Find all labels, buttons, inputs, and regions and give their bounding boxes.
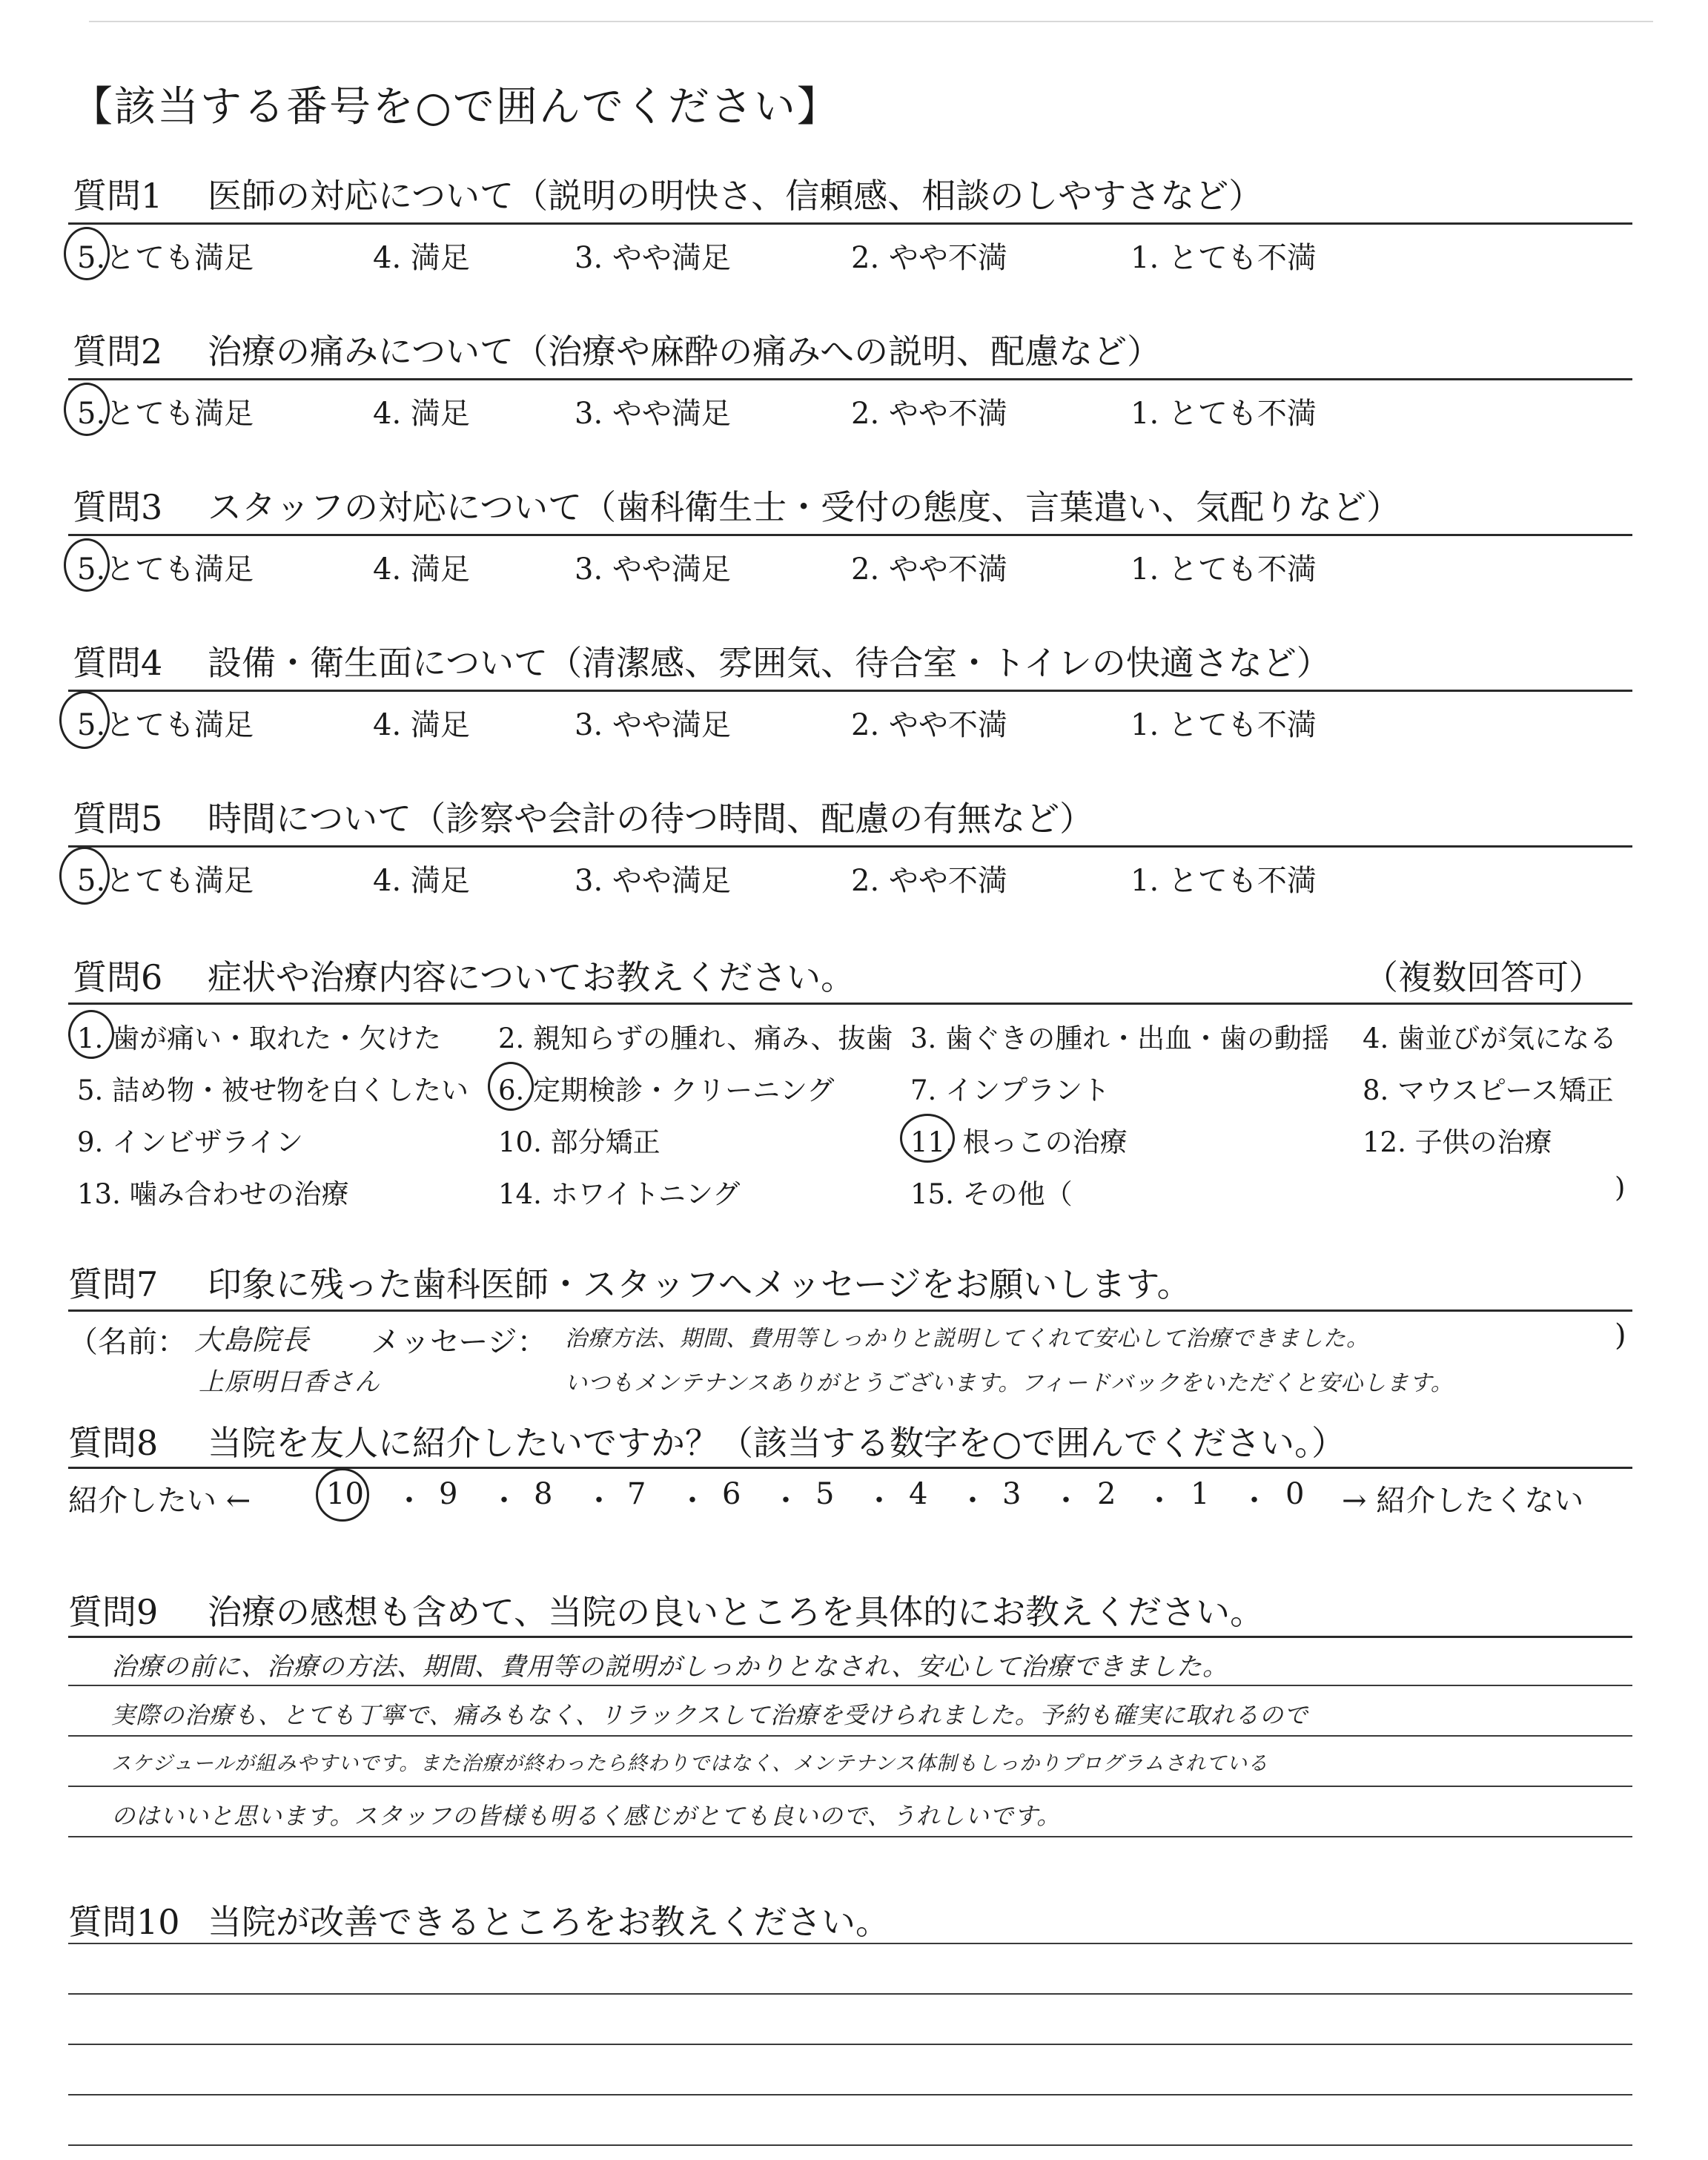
q6-option-6[interactable]: 6. 定期検診・クリーニング [498, 1074, 835, 1106]
q10-answer-line[interactable] [68, 2094, 1632, 2095]
q1-option-3[interactable]: 3. やや満足 [575, 241, 731, 275]
q6-label: 質問6 [73, 957, 163, 997]
q8-sep: ・ [489, 1484, 519, 1518]
q8-sep: ・ [1051, 1484, 1081, 1518]
q7-name-line1: 大島院長 [194, 1324, 311, 1356]
q9-answer-line-1: 治療の前に、治療の方法、期間、費用等の説明がしっかりとなされ、安心して治療できました。 [111, 1652, 1229, 1682]
q8-left-label: 紹介したい ← [68, 1484, 251, 1518]
q4-selected-circle [59, 691, 110, 749]
q5-rule [68, 845, 1632, 848]
q4-option-1[interactable]: 1. とても不満 [1131, 708, 1317, 742]
q9-rule [68, 1636, 1632, 1638]
q2-option-2[interactable]: 2. やや不満 [851, 397, 1007, 431]
q9-answer-line [68, 1836, 1632, 1837]
q6-option-10[interactable]: 10. 部分矯正 [498, 1126, 661, 1158]
q4-label: 質問4 [73, 643, 163, 683]
q8-sep: ・ [771, 1484, 801, 1518]
q8-rule [68, 1467, 1632, 1469]
q2-option-3[interactable]: 3. やや満足 [575, 397, 731, 431]
q8-score-9[interactable]: 9 [439, 1477, 458, 1511]
q4-option-3[interactable]: 3. やや満足 [575, 708, 731, 742]
q5-option-2[interactable]: 2. やや不満 [851, 864, 1007, 898]
scan-edge [89, 21, 1653, 22]
q3-option-2[interactable]: 2. やや不満 [851, 552, 1007, 587]
q10-answer-line[interactable] [68, 1993, 1632, 1995]
q9-answer-line [68, 1786, 1632, 1787]
q6-text: 症状や治療内容についてお教えください。 [208, 957, 855, 997]
q3-selected-circle [64, 538, 110, 592]
q6-option-11[interactable]: 11. 根っこの治療 [910, 1126, 1128, 1158]
q7-message-line1: 治療方法、期間、費用等しっかりと説明してくれて安心して治療できました。 [565, 1326, 1369, 1352]
q2-text: 治療の痛みについて（治療や麻酔の痛みへの説明、配慮など） [208, 331, 1162, 371]
q7-message-line2: いつもメンテナンスありがとうございます。フィードバックをいただくと安心します。 [565, 1370, 1454, 1396]
q10-answer-line[interactable] [68, 2044, 1632, 2045]
q6-option-2[interactable]: 2. 親知らずの腫れ、痛み、抜歯 [498, 1023, 893, 1054]
q6-option-4[interactable]: 4. 歯並びが気になる [1363, 1023, 1618, 1054]
q6-multiple-note: （複数回答可） [1364, 957, 1603, 997]
q1-label: 質問1 [73, 176, 163, 216]
q1-option-2[interactable]: 2. やや不満 [851, 241, 1007, 275]
q6-option-15[interactable]: 15. その他（ [910, 1178, 1073, 1210]
q8-selected-circle [316, 1468, 369, 1522]
q10-text: 当院が改善できるところをお教えください。 [208, 1902, 890, 1942]
q3-option-3[interactable]: 3. やや満足 [575, 552, 731, 587]
q7-text: 印象に残った歯科医師・スタッフへメッセージをお願いします。 [208, 1264, 1191, 1304]
q9-text: 治療の感想も含めて、当院の良いところを具体的にお教えください。 [208, 1592, 1265, 1632]
q6-option-8[interactable]: 8. マウスピース矯正 [1363, 1074, 1614, 1106]
q6-option-3[interactable]: 3. 歯ぐきの腫れ・出血・歯の動揺 [910, 1023, 1330, 1054]
q9-answer-line [68, 1685, 1632, 1686]
q8-sep: ・ [864, 1484, 894, 1518]
q1-rule [68, 222, 1632, 225]
q4-rule [68, 690, 1632, 692]
q1-option-4[interactable]: 4. 満足 [373, 241, 470, 275]
q1-selected-circle [64, 227, 110, 280]
q4-option-2[interactable]: 2. やや不満 [851, 708, 1007, 742]
q4-option-5[interactable]: 5.とても満足 [77, 708, 254, 742]
q9-answer-line-2: 実際の治療も、とても丁寧で、痛みもなく、リラックスして治療を受けられました。予約も確実に取れるので [111, 1701, 1308, 1729]
q8-score-3[interactable]: 3 [1002, 1477, 1022, 1511]
q2-selected-circle [64, 383, 110, 436]
q10-label: 質問10 [68, 1902, 180, 1942]
q4-text: 設備・衛生面について（清潔感、雰囲気、待合室・トイレの快適さなど） [208, 643, 1331, 683]
q3-option-5[interactable]: 5.とても満足 [77, 552, 254, 587]
q3-label: 質問3 [73, 487, 163, 527]
q2-rule [68, 378, 1632, 380]
q8-right-label: → 紹介したくない [1342, 1484, 1584, 1518]
q2-option-5[interactable]: 5.とても満足 [77, 397, 254, 431]
q3-text: スタッフの対応について（歯科衛生士・受付の態度、言葉遣い、気配りなど） [208, 487, 1401, 527]
q7-close-paren: ) [1615, 1318, 1626, 1353]
q7-name-line2: 上原明日香さん [199, 1367, 380, 1397]
q8-sep: ・ [584, 1484, 614, 1518]
q10-answer-line[interactable] [68, 1943, 1632, 1944]
q3-rule [68, 534, 1632, 536]
q6-selected-circle-11 [900, 1114, 955, 1163]
q8-score-2[interactable]: 2 [1097, 1477, 1116, 1511]
q5-label: 質問5 [73, 799, 163, 839]
q5-option-1[interactable]: 1. とても不満 [1131, 864, 1317, 898]
q8-sep: ・ [958, 1484, 987, 1518]
q8-score-1[interactable]: 1 [1191, 1477, 1210, 1511]
q6-option-14[interactable]: 14. ホワイトニング [498, 1178, 741, 1210]
q3-option-1[interactable]: 1. とても不満 [1131, 552, 1317, 587]
q6-selected-circle-6 [488, 1062, 534, 1111]
q1-option-1[interactable]: 1. とても不満 [1131, 241, 1317, 275]
q5-selected-circle [59, 847, 110, 905]
q10-answer-line[interactable] [68, 2144, 1632, 2146]
q5-option-3[interactable]: 3. やや満足 [575, 864, 731, 898]
q8-sep: ・ [678, 1484, 707, 1518]
q8-label: 質問8 [68, 1423, 159, 1463]
q9-answer-line [68, 1735, 1632, 1737]
q5-text: 時間について（診察や会計の待つ時間、配慮の有無など） [208, 799, 1094, 839]
q8-text: 当院を友人に紹介したいですか？（該当する数字を○で囲んでください。） [208, 1423, 1346, 1463]
q4-option-4[interactable]: 4. 満足 [373, 708, 470, 742]
q6-rule [68, 1003, 1632, 1005]
q1-option-5[interactable]: 5.とても満足 [77, 241, 254, 275]
q6-option-12[interactable]: 12. 子供の治療 [1363, 1126, 1552, 1158]
q1-text: 医師の対応について（説明の明快さ、信頼感、相談のしやすさなど） [208, 176, 1263, 216]
q8-score-7[interactable]: 7 [627, 1477, 646, 1511]
q8-score-10[interactable]: 10 [326, 1477, 364, 1511]
q7-rule [68, 1309, 1632, 1312]
q2-option-1[interactable]: 1. とても不満 [1131, 397, 1317, 431]
q8-score-6[interactable]: 6 [722, 1477, 741, 1511]
q6-selected-circle-1 [68, 1010, 114, 1059]
q7-message-label: メッセージ： [371, 1325, 547, 1359]
q8-score-5[interactable]: 5 [815, 1477, 835, 1511]
q6-option-7[interactable]: 7. インプラント [910, 1074, 1110, 1106]
q5-option-5[interactable]: 5.とても満足 [77, 864, 254, 898]
q8-score-8[interactable]: 8 [534, 1477, 553, 1511]
q8-sep: ・ [1239, 1484, 1269, 1518]
q5-option-4[interactable]: 4. 満足 [373, 864, 470, 898]
q2-label: 質問2 [73, 331, 163, 371]
q6-option-13[interactable]: 13. 噛み合わせの治療 [77, 1178, 349, 1210]
q2-option-4[interactable]: 4. 満足 [373, 397, 470, 431]
q8-sep: ・ [394, 1484, 424, 1518]
q7-label: 質問7 [68, 1264, 159, 1304]
q8-sep: ・ [1145, 1484, 1174, 1518]
q6-option-5[interactable]: 5. 詰め物・被せ物を白くしたい [77, 1074, 469, 1106]
q6-option-1[interactable]: 1. 歯が痛い・取れた・欠けた [77, 1023, 442, 1054]
q9-answer-line-4: のはいいと思います。スタッフの皆様も明るく感じがとても良いので、うれしいです。 [111, 1802, 1062, 1830]
q9-answer-line-3: スケジュールが組みやすいです。また治療が終わったら終わりではなく、メンテナンス体制もしっかりプログラムされている [111, 1752, 1268, 1775]
q9-label: 質問9 [68, 1592, 159, 1632]
q7-name-label: （名前： [68, 1325, 187, 1359]
q6-option-9[interactable]: 9. インビザライン [77, 1126, 303, 1158]
form-title: 【該当する番号を○で囲んでください】 [71, 83, 840, 131]
q8-score-0[interactable]: 0 [1285, 1477, 1305, 1511]
q8-score-4[interactable]: 4 [909, 1477, 928, 1511]
q6-option-15-close: ) [1615, 1172, 1626, 1203]
q3-option-4[interactable]: 4. 満足 [373, 552, 470, 587]
